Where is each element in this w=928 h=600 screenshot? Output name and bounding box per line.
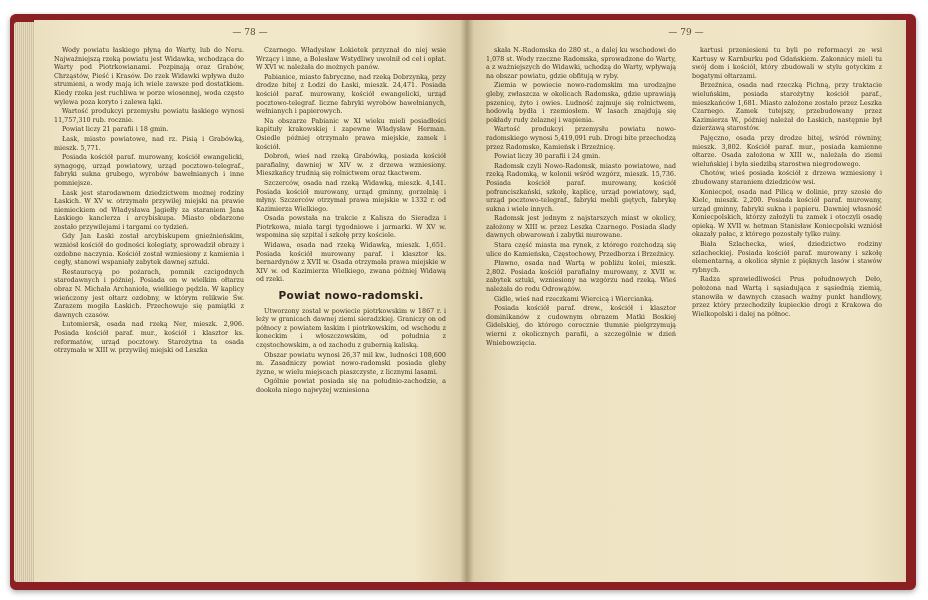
paragraph: Powiat liczy 30 parafii i 24 gmin. [494,152,601,161]
paragraph: Biała Szlachecka, wieś, dziedzictwo rodziny szlacheckiej. Posiada kościół paraf. murowany i szkołę elementarną, a okolica słynie z pięknych lasów i stawów rybnych. [692,240,882,274]
paragraph: Pajęczno, osada przy drodze bitej, wśród równiny, mieszk. 3,802. Kościół paraf. mur., posiada kamienne ołtarze. Osada założona w XIII w., należała do ziemi wieluńskiej i była siedzibą starostwa niegrodowego. [692,133,882,168]
paragraph: skała N.-Radomska do 280 st., a dalej ku wschodowi do 1,078 st. Wody rzeczne Radomska, sprowadzone do Warty, a z ważniejszych do Widawki, uchodzą do Warty, wpływają na obszar powiatu, gdzie obfitują w ryby. [486,46,676,80]
paragraph: Widawa, osada nad rzeką Widawką, mieszk. 1,651. Posiada kościół murowany paraf. i klasztor ks. bernardynów z XVII w. Osada otrzymała prawa miejskie w XIV w. od Kazimierza Wielkiego, zwana później Widawą od rzeki. [256,241,446,284]
paragraph: Stara część miasta ma rynek, z którego rozchodzą się ulice do Kamieńska, Częstochowy, Przedborza i Brzeźnicy. [486,241,676,258]
paragraph: Pławno, osada nad Wartą w pobliżu kolei, mieszk. 2,802. Posiada kościół parafialny murowany, z XVII w. zabytek sztuki, wzniesiony na wzgórzu nad rzeką. Wieś należała do rodu Odrowążów. [486,259,676,294]
paragraph: Radza sprawiedliwości Prus połudnowych Deło, położona nad Wartą i sąsiadująca z sąsiednią ziemią, stanowiła w dawnych czasach ważny punkt handlowy, przez który przechodziły kupieckie drogi z Krakowa do Wielkopolski i dalej na północ. [692,275,882,318]
paragraph: Koniecpol, osada nad Pilicą w dolinie, przy szosie do Kielc, mieszk. 2,200. Posiada kościół paraf. murowany, urząd gminny, fabryki sukna i papieru. Dawniej własność Koniecpolskich, którzy założyli tu zamek i otoczyli osadę opieką. W XVII w. hetman Stanisław Koniecpolski wzniósł okazały pałac, z którego pozostały tylko ruiny. [692,187,882,239]
paragraph: Restauracyą po pożarach, pomnik czcigodnych starodawnych i później. Posiada on w wielkim ołtarzu obraz N. Michała Archanioła, wielkiego pędzla. W kaplicy wieńczony jest ołtarz ozdobny, w którym relikwie Św. Zarazem mogiła Łaskich. Przechowuje się pamiątki z dawnych czasów. [54,267,244,319]
page-edges [14,22,36,582]
paragraph: Łask, miasto powiatowe, nad rz. Pisią i Grabówką, mieszk. 5,771. [54,134,244,152]
paragraph: Powiat liczy 21 parafii i 18 gmin. [62,125,169,134]
section-title: Powiat nowo-radomski. [278,290,424,303]
paragraph: Wartość produkcyi przemysłu powiatu nowo-radomskiego wynosi 5,419,091 rub. Drogi bite przechodzą przez Radomsko, Kamieńsk i Brzeźnicę. [486,125,676,151]
paragraph: Osada powstała na trakcie z Kalisza do Sieradza i Piotrkowa, miała targi tygodniowe i jarmarki. W XV w. wspomina się szpital i szkołę przy kościele. [256,214,446,240]
paragraph: Radomsk jest jednym z najstarszych miast w okolicy, założony w XIII w. przez Leszka Czarnego. Posiada ślady dawnych obwarowań i zabytki murowane. [486,214,676,240]
paragraph: kartusi przeniesieni tu byli po reformacyi ze wsi Kartusy w Karnburku pod Gdańskiem. Zakonnicy mieli tu swój dom i kościół, który zbudowali w stylu gotyckim z bogatymi ołtarzami. [692,46,882,80]
paragraph: Ogólnie powiat posiada się na południo-zachodzie, a dookoła niego najwyżej wzniesiona [256,377,446,394]
paragraph: Utworzony został w powiecie piotrkowskim w 1867 r. i leży w granicach dawnej ziemi sieradzkiej. Graniczy on od północy z powiatem łaskim i piotrkowskim, od wschodu z koneckim i włoszczowskim, od południa z częstochowskim, a od zachodu z gubernią kaliską. [256,306,446,349]
paragraph: Szczerców, osada nad rzeką Widawką, mieszk. 4,141. Posiada kościół murowany, urząd gminny, gorzelnię i młyny. Szczerców otrzymał prawa miejskie w 1332 r. od Kazimierza Wielkiego. [256,178,446,213]
left-column-2 [256,46,446,396]
right-column-1 [486,46,676,348]
paragraph: Posiada kościół paraf. murowany, kościół ewangelicki, synagogę, urząd powiatowy, urząd pocztowo-telegraf., fabryki sukna grubego, wyrobów bawełnianych i inne pomniejsze. [54,153,244,187]
left-page-number: — 78 — [232,28,268,38]
paragraph: Posiada kościół paraf. drew., kościół i klasztor dominikanów z cudownym obrazem Matki Boskiej Gidelskiej, do którego corocznie tłumnie pielgrzymują wierni z okolicznych parafii, a szczególnie w dzień Wniebowzięcia. [486,304,676,347]
paragraph: Wody powiatu łaskiego płyną do Warty, lub do Neru. Najważniejszą rzeką powiatu jest Widawka, wchodząca do Warty pod Piotrkowianami. Pozpinają oraz Grabów, Chrząstów, Pieść i Krasów. Do rzek Widawki wpływa dużo strumieni, a wody mają ich wiele zawsze pod dostatkiem. Kiedy rzeka jest ruchliwa w porze wiosennej, woda często wylewa poza koryto i zalewa łąki. [54,46,244,106]
right-page-number: — 79 — [668,28,704,38]
paragraph: Radomsk czyli Nowo-Radomsk, miasto powiatowe, nad rzeką Radomką, w kolonii wśród wzgórz, mieszk. 15,736. Posiada kościół paraf. murowany, kościół pofranciszkański, szkołę, kaplicę, urząd powiatowy, sąd, urząd pocztowo-telegraf., fabryki mebli giętych, fabrykę sukna i wiele innych. [486,161,676,213]
right-column-2 [692,46,882,319]
left-page [34,20,466,582]
paragraph: Ziemia w powiecie nowo-radomskim ma urodzajne gleby, zwłaszcza w okolicach Radomska, gdzie uprawiają pszenicę, żyto i owies. Ludność zajmuje się rolnictwem, hodowlą bydła i rzemiosłem. W lasach znajdują się pokłady rudy żelaznej i wapienia. [486,81,676,124]
paragraph: Łutomiersk, osada nad rzeką Ner, mieszk. 2,906. Posiada kościół paraf. mur., kościół i klasztor ks. reformatów, urząd pocztowy. Starożytna ta osada otrzymała w XIII w. przywilej miejski od Leszka [54,320,244,355]
paragraph: Na obszarze Pabianic w XI wieku mieli posiadłości kapituły krakowskiej i zapewne Władysław Herman. Osiedle później otrzymało prawa miejskie, zamek i kościół. [256,116,446,151]
paragraph: Czarnego. Władysław Łokietek przyznał do niej wsie Wrzący i inne, a Bolesław Wstydliwy uwolnił od ceł i opłat. W XVI w. należała do możnych panów. [256,46,446,72]
paragraph: Pabianice, miasto fabryczne, nad rzeką Dobrzynką, przy drodze bitej z Łodzi do Łaski, mieszk. 24,471. Posiada kościół paraf. murowany, kościół ewangelicki, urząd pocztowo-telegraf. liczne fabryki wyrobów bawełnianych, wełnianych i papierowych. [256,72,446,116]
left-column-1 [54,46,244,356]
paragraph: Obszar powiatu wynosi 26,37 mil kw., ludności 108,600 m. Zasadniczy powiat nowo-radomski posiada gleby żyzne, w wielu miejscach piaszczyste, z licznymi lasami. [256,350,446,376]
paragraph: Łask jest starodawnem dziedzictwem możnej rodziny Łaskich. W XV w. otrzymało przywilej miejski na prawie niemieckiem od Władysława Jagiełły za staraniem Jana Łaskiego kanclerza i arcybiskupa. Miasto obdarzone zostało przywilejami i targami co tydzień. [54,188,244,231]
paragraph: Brzeźnica, osada nad rzeczką Pichną, przy traktacie wieluńskim, posiada starożytny kościół paraf., mieszkańców 1,681. Miasto założone zostało przez Leszka Czarnego. Zamek tutejszy, przebudowany przez Kazimierza W., później należał do Łaskich, następnie był dzierżawą starostów. [692,81,882,133]
paragraph: Chotów, wieś posiada kościół z drzewa wzniesiony i zbudowany staraniem dziedziców wsi. [692,169,882,186]
right-page [466,20,906,582]
paragraph: Gdy Jan Łaski został arcybiskupem gnieźnieńskim, wzniósł kościół do godności kolegiaty, sprowadził obrazy i ozdobne naczynia. Kościół został wzniesiony z kamienia i cegły, stanowi wspaniały zabytek dawnej sztuki. [54,232,244,267]
paragraph: Wartość produkcyi przemysłu powiatu łaskiego wynosi 11,757,310 rub. rocznie. [54,107,244,124]
book-gutter [460,20,474,582]
paragraph: Gidle, wieś nad rzeczkami Wiercicą i Wiercianką. [494,294,654,303]
paragraph: Dobroń, wieś nad rzeką Grabówką, posiada kościół parafialny, dawniej w XIV w. z drzewa wzniesiony. Mieszkańcy trudnią się rolnictwem oraz tkactwem. [256,152,446,178]
